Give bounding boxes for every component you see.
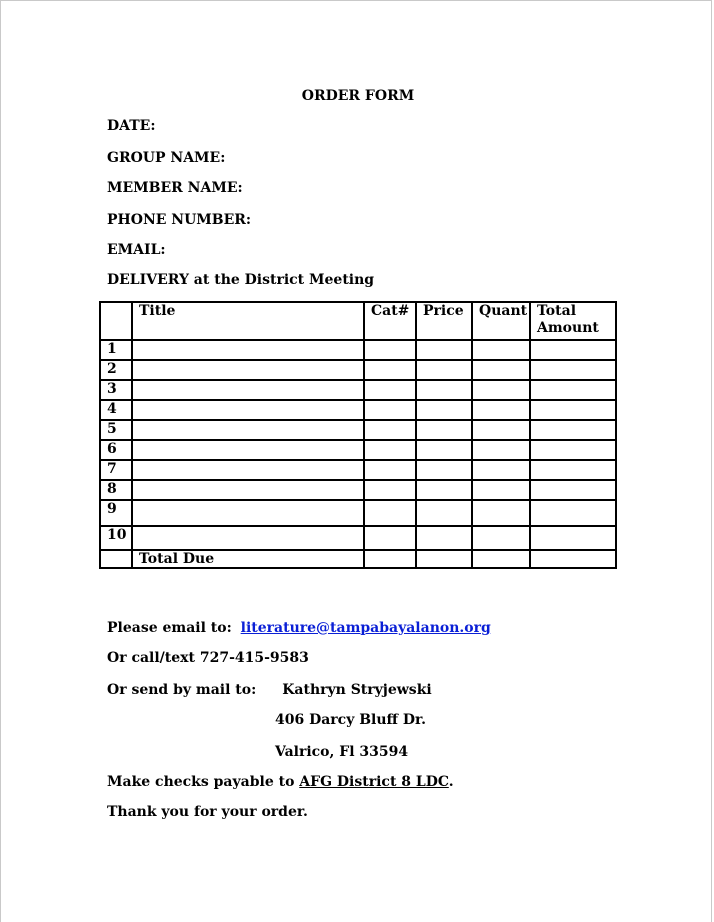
total-input-cell[interactable] (530, 526, 616, 550)
total-due-label: Total Due (132, 550, 364, 568)
title-input-cell[interactable] (132, 480, 364, 500)
header-price (416, 302, 472, 340)
row-number: 8 (100, 480, 132, 500)
cat-input-cell[interactable] (364, 340, 416, 360)
row-number: 5 (100, 420, 132, 440)
table-row (100, 440, 616, 460)
title-input-cell[interactable] (132, 380, 364, 400)
quant-input-cell[interactable] (472, 360, 530, 380)
title-input-cell[interactable] (132, 340, 364, 360)
header-quant-label: Quant (479, 303, 528, 319)
mail-instruction-label: Or send by mail to: (107, 682, 257, 698)
total-input-cell[interactable] (530, 360, 616, 380)
table-row (100, 340, 616, 360)
row-number: 1 (100, 340, 132, 360)
price-input-cell[interactable] (416, 340, 472, 360)
price-input-cell[interactable] (416, 380, 472, 400)
cat-input-cell[interactable] (364, 440, 416, 460)
total-due-price-cell (416, 550, 472, 568)
date-field-label: DATE: (107, 118, 156, 134)
quant-input-cell[interactable] (472, 440, 530, 460)
checks-payable-label: Make checks payable to (107, 774, 300, 790)
header-total-amount (530, 302, 616, 340)
cat-input-cell[interactable] (364, 500, 416, 526)
email-instruction-label: Please email to: (107, 620, 232, 636)
header-cat (364, 302, 416, 340)
table-row (100, 380, 616, 400)
total-due-quant-cell (472, 550, 530, 568)
total-due-cat-cell (364, 550, 416, 568)
price-input-cell[interactable] (416, 360, 472, 380)
total-input-cell[interactable] (530, 380, 616, 400)
header-total-label: Total (537, 303, 577, 319)
row-number: 2 (100, 360, 132, 380)
table-row (100, 460, 616, 480)
cat-input-cell[interactable] (364, 380, 416, 400)
price-input-cell[interactable] (416, 500, 472, 526)
total-input-cell[interactable] (530, 460, 616, 480)
row-number: 10 (100, 526, 132, 550)
table-row (100, 400, 616, 420)
header-title-label: Title (139, 303, 176, 319)
quant-input-cell[interactable] (472, 500, 530, 526)
header-cat-label: Cat# (371, 303, 410, 319)
cat-input-cell[interactable] (364, 360, 416, 380)
row-number: 9 (100, 500, 132, 526)
total-due-row (100, 550, 616, 568)
total-input-cell[interactable] (530, 500, 616, 526)
member-name-field-label: MEMBER NAME: (107, 180, 243, 196)
title-input-cell[interactable] (132, 420, 364, 440)
header-price-label: Price (423, 303, 464, 319)
mail-address-line2: Valrico, Fl 33594 (275, 744, 409, 760)
checks-period: . (448, 774, 454, 790)
price-input-cell[interactable] (416, 480, 472, 500)
total-input-cell[interactable] (530, 480, 616, 500)
total-input-cell[interactable] (530, 400, 616, 420)
table-row (100, 500, 616, 526)
title-input-cell[interactable] (132, 500, 364, 526)
table-row (100, 420, 616, 440)
title-input-cell[interactable] (132, 400, 364, 420)
cat-input-cell[interactable] (364, 420, 416, 440)
phone-number-field-label: PHONE NUMBER: (107, 212, 252, 228)
header-number-cell (100, 302, 132, 340)
price-input-cell[interactable] (416, 440, 472, 460)
total-input-cell[interactable] (530, 440, 616, 460)
title-input-cell[interactable] (132, 526, 364, 550)
form-title: ORDER FORM (301, 88, 415, 104)
thank-you-note: Thank you for your order. (107, 804, 308, 820)
table-row (100, 480, 616, 500)
table-header-row (100, 302, 616, 340)
quant-input-cell[interactable] (472, 460, 530, 480)
email-link[interactable]: literature@tampabayalanon.org (240, 620, 491, 636)
mail-recipient-name: Kathryn Stryjewski (282, 682, 432, 698)
header-quant (472, 302, 530, 340)
quant-input-cell[interactable] (472, 340, 530, 360)
call-instruction: Or call/text 727-415-9583 (107, 650, 309, 666)
total-due-amount-cell[interactable] (530, 550, 616, 568)
quant-input-cell[interactable] (472, 380, 530, 400)
delivery-note: DELIVERY at the District Meeting (107, 272, 375, 288)
checks-payee: AFG District 8 LDC (299, 774, 449, 790)
email-field-label: EMAIL: (107, 242, 166, 258)
price-input-cell[interactable] (416, 400, 472, 420)
checks-payable-note (107, 773, 454, 791)
title-input-cell[interactable] (132, 460, 364, 480)
mail-instruction (107, 681, 432, 699)
table-row (100, 360, 616, 380)
cat-input-cell[interactable] (364, 460, 416, 480)
cat-input-cell[interactable] (364, 400, 416, 420)
header-title (132, 302, 364, 340)
price-input-cell[interactable] (416, 420, 472, 440)
total-input-cell[interactable] (530, 340, 616, 360)
quant-input-cell[interactable] (472, 420, 530, 440)
quant-input-cell[interactable] (472, 400, 530, 420)
row-number: 4 (100, 400, 132, 420)
quant-input-cell[interactable] (472, 526, 530, 550)
total-input-cell[interactable] (530, 420, 616, 440)
header-amount-label: Amount (537, 320, 599, 336)
row-number: 7 (100, 460, 132, 480)
row-number: 3 (100, 380, 132, 400)
email-instruction (107, 619, 491, 637)
price-input-cell[interactable] (416, 460, 472, 480)
mail-address-line1: 406 Darcy Bluff Dr. (275, 712, 427, 728)
title-input-cell[interactable] (132, 360, 364, 380)
row-number: 6 (100, 440, 132, 460)
total-due-number-cell (100, 550, 132, 568)
cat-input-cell[interactable] (364, 526, 416, 550)
price-input-cell[interactable] (416, 526, 472, 550)
cat-input-cell[interactable] (364, 480, 416, 500)
table-row (100, 526, 616, 550)
quant-input-cell[interactable] (472, 480, 530, 500)
group-name-field-label: GROUP NAME: (107, 150, 226, 166)
order-table (99, 301, 617, 569)
title-input-cell[interactable] (132, 440, 364, 460)
